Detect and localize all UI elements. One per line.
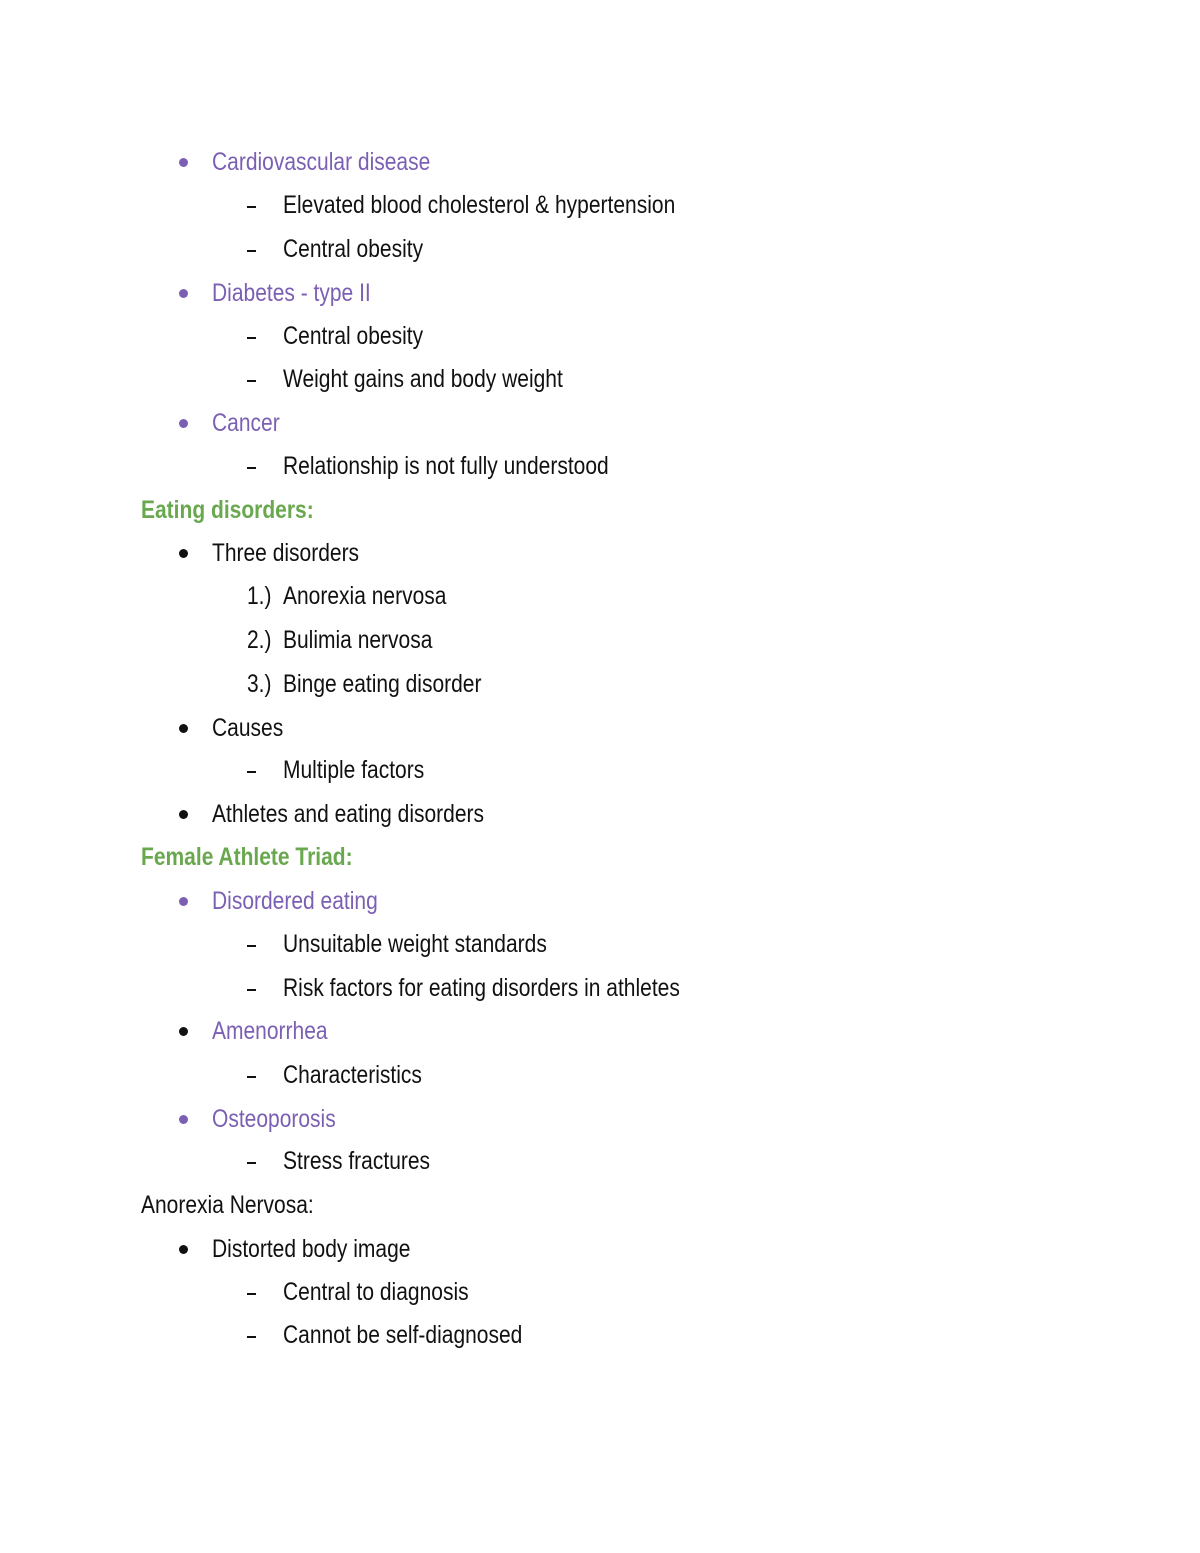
list-item-label: Cancer	[212, 409, 280, 437]
bullet-icon	[179, 289, 188, 298]
sub-item-text: Characteristics	[283, 1061, 422, 1089]
list-item-label: Diabetes - type II	[212, 279, 371, 307]
dash-icon	[247, 771, 256, 773]
dash-icon	[247, 380, 256, 382]
list-item-label: Distorted body image	[212, 1235, 411, 1263]
bullet-icon	[179, 1115, 188, 1124]
dash-icon	[247, 250, 256, 252]
sub-item-text: Central obesity	[283, 235, 424, 263]
numbered-item-text: Anorexia nervosa	[283, 582, 447, 610]
bullet-icon	[179, 549, 188, 558]
list-item-label: Amenorrhea	[212, 1017, 328, 1045]
numbered-marker: 1.)	[247, 582, 272, 610]
numbered-item-text: Bulimia nervosa	[283, 626, 433, 654]
dash-icon	[247, 1293, 256, 1295]
bullet-icon	[179, 897, 188, 906]
sub-item-text: Multiple factors	[283, 756, 425, 784]
bullet-icon	[179, 1245, 188, 1254]
bullet-icon	[179, 158, 188, 167]
sub-item-text: Cannot be self-diagnosed	[283, 1321, 523, 1349]
numbered-marker: 2.)	[247, 626, 272, 654]
section-heading: Female Athlete Triad:	[141, 843, 353, 871]
section-heading: Eating disorders:	[141, 496, 314, 524]
list-item-label: Athletes and eating disorders	[212, 800, 485, 828]
list-item-label: Osteoporosis	[212, 1105, 336, 1133]
sub-item-text: Weight gains and body weight	[283, 365, 563, 393]
dash-icon	[247, 206, 256, 208]
dash-icon	[247, 945, 256, 947]
dash-icon	[247, 1162, 256, 1164]
dash-icon	[247, 337, 256, 339]
bullet-icon	[179, 1027, 188, 1036]
bullet-icon	[179, 810, 188, 819]
sub-item-text: Risk factors for eating disorders in athletes	[283, 974, 680, 1002]
dash-icon	[247, 1336, 256, 1338]
list-item-label: Causes	[212, 714, 284, 742]
list-item-label: Cardiovascular disease	[212, 148, 431, 176]
dash-icon	[247, 1076, 256, 1078]
dash-icon	[247, 467, 256, 469]
dash-icon	[247, 989, 256, 991]
list-item-label: Three disorders	[212, 539, 360, 567]
numbered-marker: 3.)	[247, 670, 272, 698]
sub-item-text: Stress fractures	[283, 1147, 431, 1175]
sub-item-text: Central to diagnosis	[283, 1278, 469, 1306]
sub-item-text: Central obesity	[283, 322, 424, 350]
list-item-label: Disordered eating	[212, 887, 378, 915]
section-heading: Anorexia Nervosa:	[141, 1191, 314, 1219]
sub-item-text: Unsuitable weight standards	[283, 930, 547, 958]
sub-item-text: Relationship is not fully understood	[283, 452, 609, 480]
bullet-icon	[179, 724, 188, 733]
numbered-item-text: Binge eating disorder	[283, 670, 482, 698]
sub-item-text: Elevated blood cholesterol & hypertension	[283, 191, 676, 219]
bullet-icon	[179, 419, 188, 428]
